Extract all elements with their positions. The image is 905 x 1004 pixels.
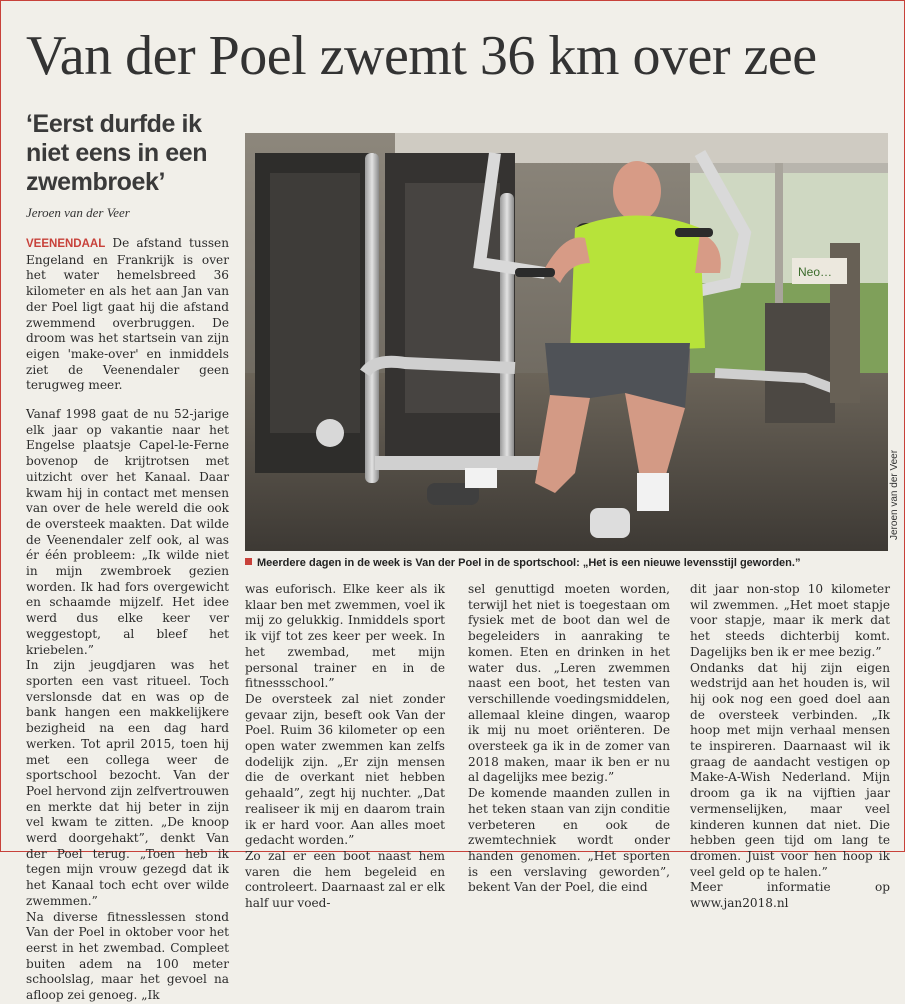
paragraph-text: De afstand tussen Engeland en Frankrijk is over het water hemelsbreed 36 kilometer en als het aan Jan van der Poel ligt gaat hij die afstand zwemmend overbruggen. De droom was het startsein van zijn eigen 'make-over' en inmiddels ziet de Veenendaler geen terugweg meer. [26,236,229,393]
dateline: VEENENDAAL [26,238,106,250]
headline: Van der Poel zwemt 36 km over zee [26,25,817,87]
paragraph: dit jaar non-stop 10 kilometer wil zwemmen. „Het moet stapje voor stapje, maar ik merk dat het steeds dichterbij komt. Dagelijks ben ik er mee bezig.” [690,582,890,659]
paragraph: was euforisch. Elke keer als ik klaar ben met zwemmen, voel ik mij zo gelukkig. Inmiddels sport ik vijf tot zes keer per week. In het zwembad, met mijn personal trainer en in de fitnessschool.” [245,582,445,691]
more-info-link[interactable]: Meer informatie op www.jan2018.nl [690,880,890,911]
gym-photo [245,133,888,551]
paragraph: sel genuttigd moeten worden, terwijl het niet is toegestaan om fysiek met de boot dan wel de begeleiders in aanraking te komen. Eten en drinken in het water dus. „Leren zwemmen naast een boot, het testen van verschillende voedingsmiddelen, allemaal kleine dingen, waarop ik mij nu moet oriënteren. De oversteek ga ik in de zomer van 2018 maken, maar ik ben er nu al dagelijks mee bezig.” [468,582,670,785]
paragraph: De komende maanden zullen in het teken staan van zijn conditie verbeteren en ook de zwemtechniek wordt onder handen genomen. „Het sporten is een verslaving geworden”, bekent Van der Poel, die eind [468,786,670,895]
paragraph: De oversteek zal niet zonder gevaar zijn, beseft ook Van der Poel. Ruim 36 kilometer op een open water zwemmen kan zelfs dodelijk zijn. „Er zijn mensen die de overkant niet hebben gehaald”, zegt hij nuchter. „Dat realiseer ik mij en daarom train ik er hard voor. Aan alles moet gedacht worden.” [245,691,445,848]
caption-marker [245,558,252,565]
gym-photo-illustration [245,133,888,551]
paragraph: Ondanks dat hij zijn eigen wedstrijd aan het houden is, wil hij ook nog een goed doel aan de oversteek verbinden. „Ik hoop met mijn verhaal mensen te inspireren. Daarnaast wil ik graag de aandacht vestigen op Make-A-Wish Nederland. Mijn droom ga ik na vijftien jaar vermenselijken, maar veel kinderen kunnen dat niet. Die hebben geen tijd om lang te dromen. Juist voor hen hoop ik veel geld op te halen.” [690,660,890,879]
article-column-4 [690,582,890,912]
article-column-1 [26,236,229,1004]
byline: Jeroen van der Veer [26,205,130,220]
article-column-2 [245,582,445,912]
paragraph: Vanaf 1998 gaat de nu 52-jarige elk jaar op vakantie naar het Engelse plaatsje Capel-le-Ferne bovenop de krijtrotsen met uitzicht over het Kanaal. Daar kwam hij in contact met mensen van over de hele wereld die ook de oversteek maakten. Dat wilde de Veenendaler zelf ook, al was ér één probleem: „Ik wilde niet in mijn zwembroek gezien worden. Ik had fors overgewicht en schaamde mijzelf. Het idee werd dus elke keer ver weggestopt, al bleef het kriebelen.” [26,407,229,657]
photo-caption [245,557,895,569]
pull-quote: ‘Eerst durfde ik niet eens in een zwembroek’ [26,110,208,196]
paragraph: In zijn jeugdjaren was het sporten een vast ritueel. Toch verslonsde dat en was op de bank hangen een makkelijkere bezigheid na een dag hard werken. Tot april 2015, toen hij met een collega weer de sportschool bezocht. Van der Poel hervond zijn zelfvertrouwen en merkte dat hij beter in zijn vel kwam te zitten. „De knoop werd doorgehakt”, denkt Van der Poel terug. „Toen heb ik tegen mijn vrouw gezegd dat ik het Kanaal toch echt over wilde zwemmen.” [26,658,229,908]
article-column-3 [468,582,670,896]
gym-sign-text: Neo… [798,265,833,279]
paragraph: Zo zal er een boot naast hem varen die hem begeleid en controleert. Daarnaast zal er elk half uur voed- [245,848,445,911]
photo-credit: Jeroen van der Veer [889,449,900,540]
caption-quote: „Het is een nieuwe levensstijl geworden.” [582,557,801,569]
caption-lead: Meerdere dagen in de week is Van der Poel in de sportschool: [257,557,580,569]
paragraph: Na diverse fitnesslessen stond Van der Poel in oktober voor het eerst in het zwembad. Compleet buiten adem na 100 meter schoolslag, maar het gevoel na afloop zei genoeg. „Ik [26,909,229,1003]
paragraph [26,236,229,394]
